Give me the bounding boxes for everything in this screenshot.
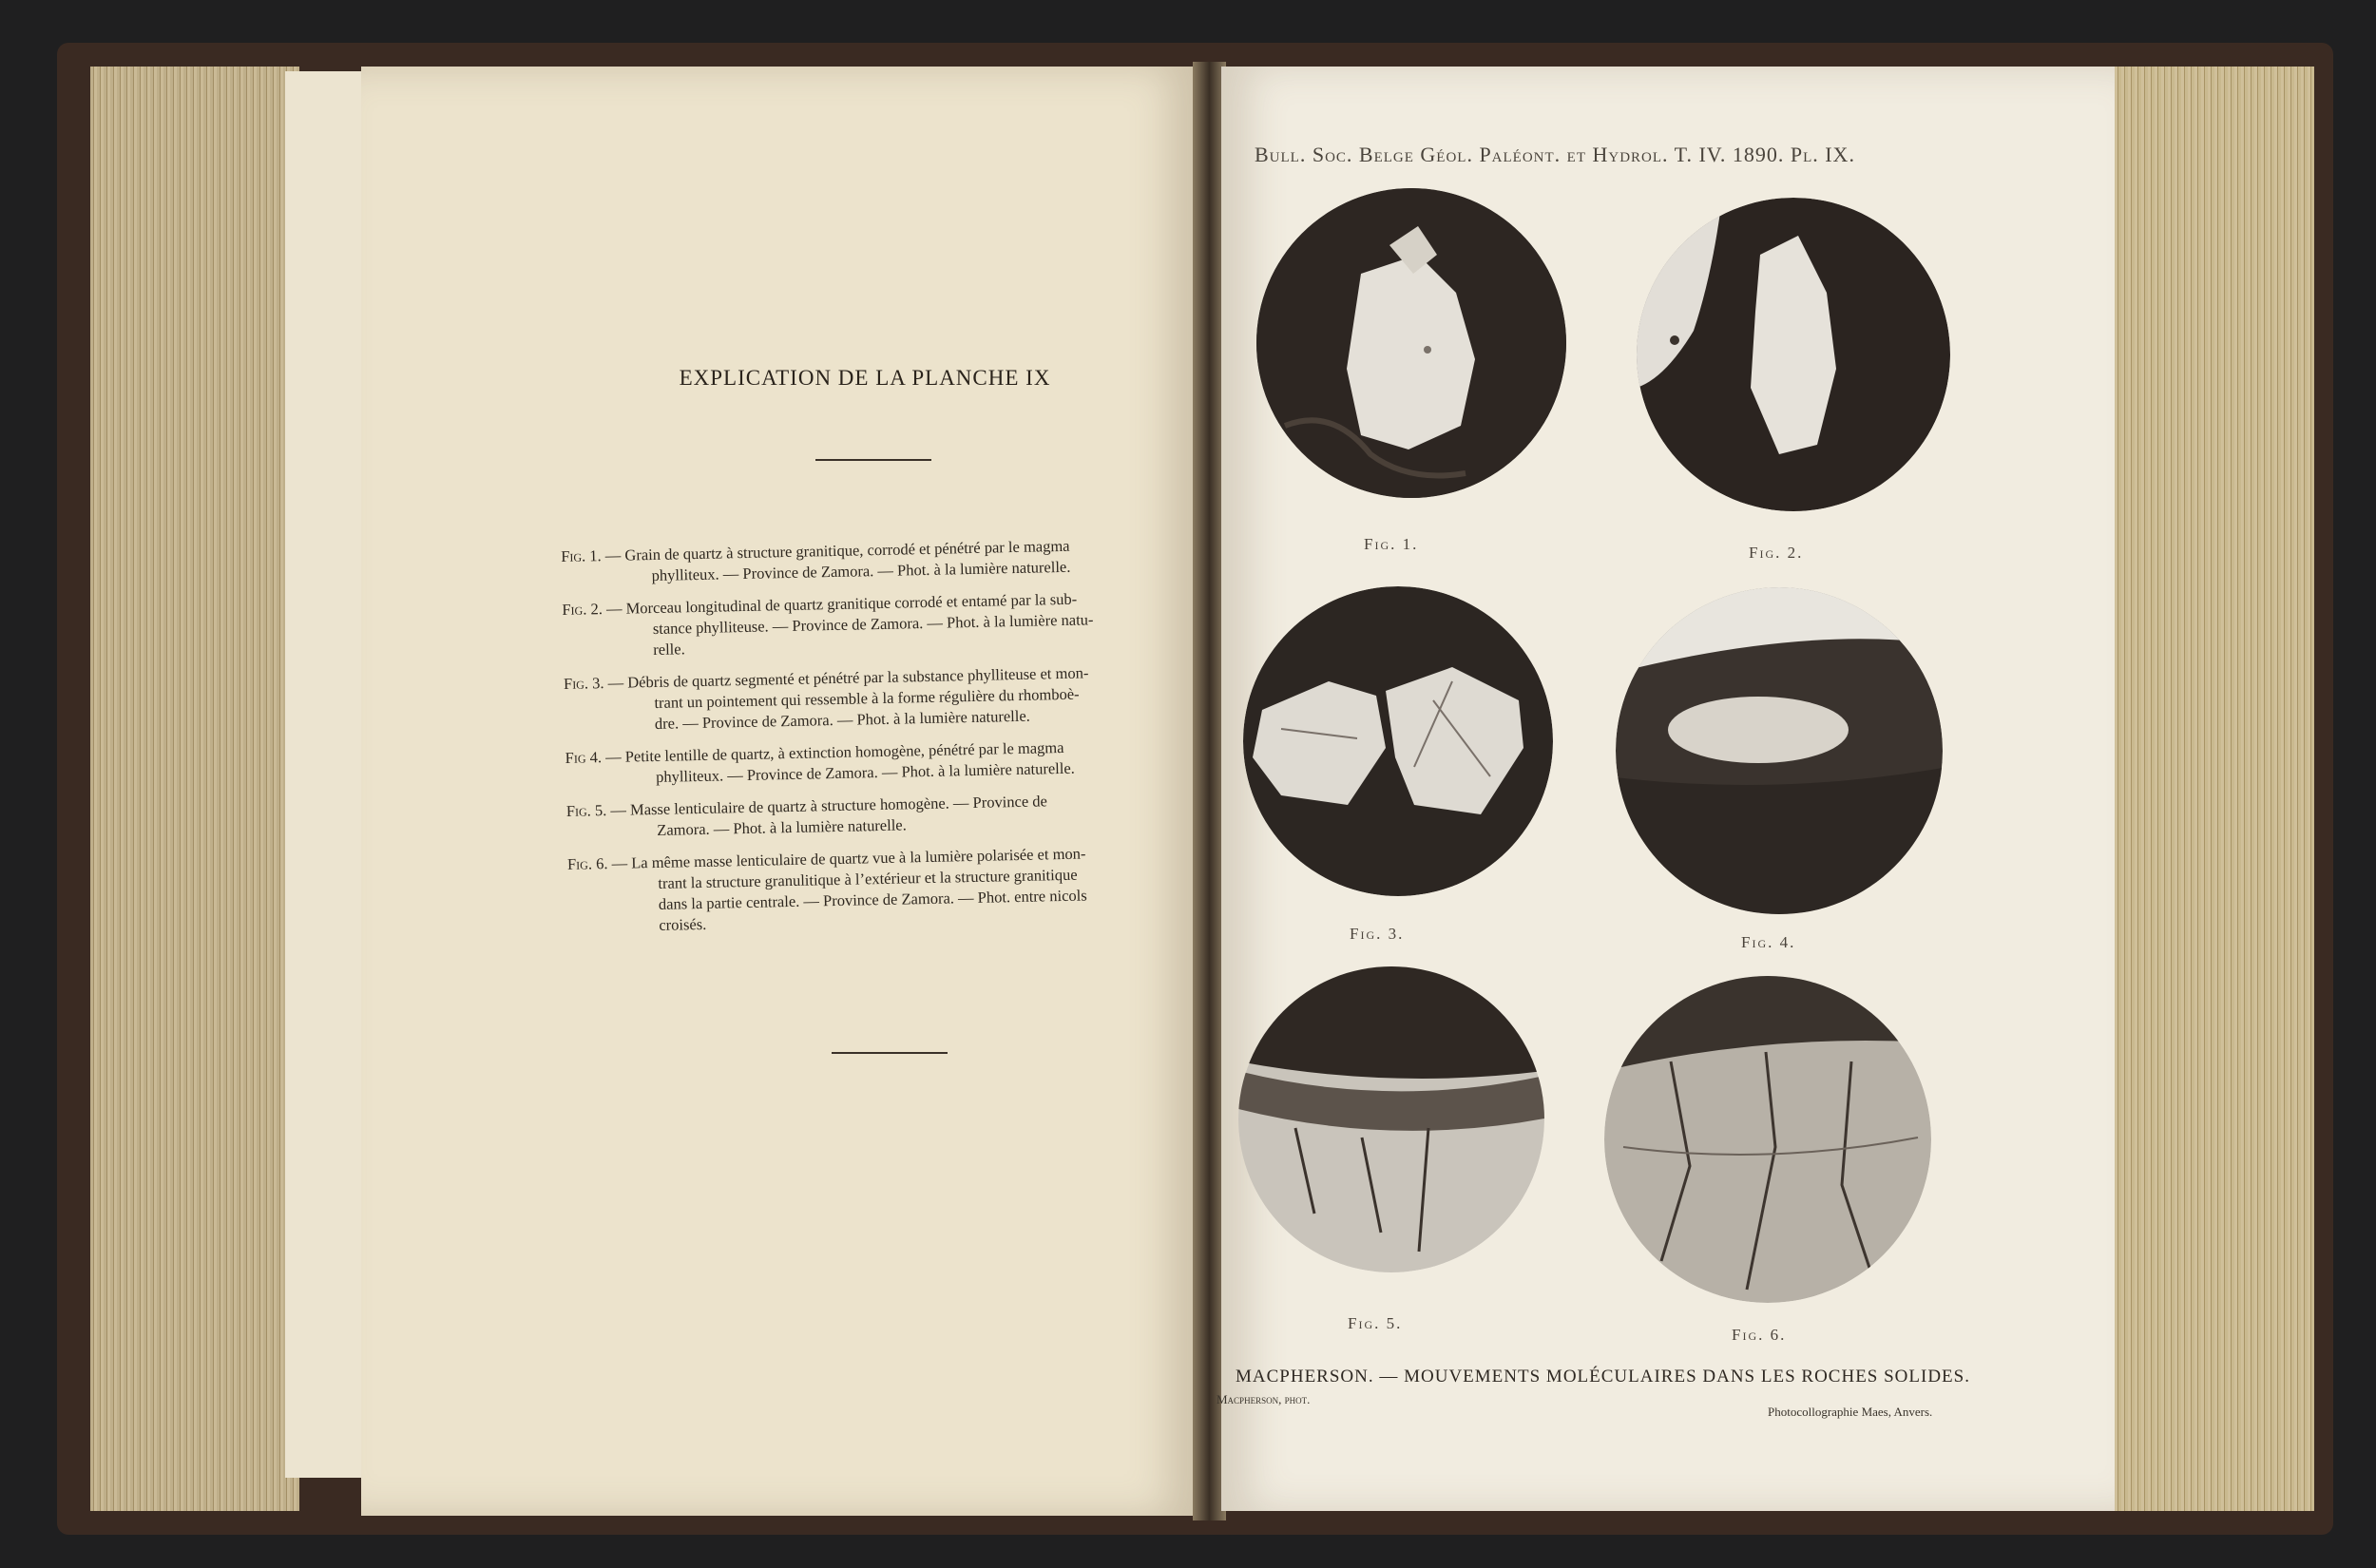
figure-label-6: Fig. 6. bbox=[1732, 1326, 1787, 1344]
micrograph-fig-4 bbox=[1616, 587, 1943, 914]
title-rule bbox=[815, 459, 931, 461]
plate-explanation-title: EXPLICATION DE LA PLANCHE IX bbox=[679, 366, 1051, 390]
figure-label-1: Fig. 1. bbox=[1364, 535, 1419, 553]
bottom-rule bbox=[832, 1052, 948, 1054]
caption-fig-label: Fig. 3. — bbox=[563, 673, 624, 693]
caption-line: Débris de quartz segmenté et pénétré par la substance phylliteuse et mon- bbox=[627, 663, 1089, 692]
micrograph-fig-3-image bbox=[1243, 586, 1553, 896]
caption-line: Petite lentille de quartz, à extinction homogène, pénétré par le magma bbox=[624, 737, 1064, 766]
micrograph-fig-4-image bbox=[1616, 587, 1943, 914]
caption-line: trant un pointement qui ressemble à la forme régulière du rhomboè- bbox=[654, 684, 1080, 712]
micrograph-fig-1-image bbox=[1256, 188, 1566, 498]
caption-line: relle. bbox=[653, 640, 685, 659]
figure-captions bbox=[561, 533, 1187, 949]
caption-line: dre. — Province de Zamora. — Phot. à la lumière naturelle. bbox=[654, 706, 1030, 733]
caption-line: croisés. bbox=[659, 914, 707, 934]
micrograph-fig-5 bbox=[1238, 966, 1544, 1272]
micrograph-fig-6-image bbox=[1604, 976, 1931, 1303]
caption-fig-label: Fig. 2. — bbox=[562, 599, 623, 619]
caption-line: stance phylliteuse. — Province de Zamora. — Phot. à la lumière natu- bbox=[652, 610, 1094, 638]
micrograph-fig-1 bbox=[1256, 188, 1566, 498]
caption-fig-label: Fig. 6. — bbox=[566, 853, 628, 873]
micrograph-fig-5-image bbox=[1238, 966, 1544, 1272]
caption-line: Masse lenticulaire de quartz à structure homogène. — Province de bbox=[629, 792, 1048, 819]
caption-line: phylliteux. — Province de Zamora. — Phot. à la lumière naturelle. bbox=[655, 758, 1075, 786]
caption-line: Zamora. — Phot. à la lumière naturelle. bbox=[657, 815, 907, 839]
micrograph-fig-2 bbox=[1637, 198, 1950, 511]
figure-label-2: Fig. 2. bbox=[1749, 544, 1804, 562]
caption-fig-3 bbox=[564, 660, 1182, 736]
caption-line: La même masse lenticulaire de quartz vue à la lumière polarisée et mon- bbox=[631, 844, 1086, 872]
caption-fig-label: Fig 4. — bbox=[565, 747, 622, 767]
page-edges-left bbox=[90, 67, 299, 1511]
caption-fig-5 bbox=[566, 788, 1185, 843]
caption-line: phylliteux. — Province de Zamora. — Phot. à la lumière naturelle. bbox=[651, 557, 1071, 585]
micrograph-fig-2-image bbox=[1637, 198, 1950, 511]
page-edges-right bbox=[2115, 67, 2314, 1511]
caption-fig-2 bbox=[562, 586, 1180, 662]
caption-fig-4 bbox=[565, 735, 1183, 790]
caption-line: Morceau longitudinal de quartz granitique corrodé et entamé par la sub- bbox=[625, 589, 1078, 618]
photographer-credit: Macpherson, phot. bbox=[1217, 1392, 1311, 1406]
figure-label-4: Fig. 4. bbox=[1741, 933, 1796, 951]
caption-fig-label: Fig. 1. — bbox=[561, 545, 622, 565]
micrograph-fig-3 bbox=[1243, 586, 1553, 896]
printer-credit: Photocollographie Maes, Anvers. bbox=[1768, 1405, 1933, 1419]
figure-label-5: Fig. 5. bbox=[1348, 1314, 1403, 1332]
caption-fig-label: Fig. 5. — bbox=[565, 800, 627, 820]
caption-line: trant la structure granulitique à l’extérieur et la structure granitique bbox=[658, 865, 1078, 892]
plate-footer: MACPHERSON. — MOUVEMENTS MOLÉCULAIRES DANS LES ROCHES SOLIDES. bbox=[1236, 1367, 1970, 1386]
caption-fig-6 bbox=[567, 841, 1187, 938]
plate-header: Bull. Soc. Belge Géol. Paléont. et Hydrol. T. IV. 1890. Pl. IX. bbox=[1255, 143, 1855, 166]
caption-line: dans la partie centrale. — Province de Zamora. — Phot. entre nicols bbox=[658, 886, 1087, 913]
figure-label-3: Fig. 3. bbox=[1350, 925, 1405, 943]
micrograph-fig-6 bbox=[1604, 976, 1931, 1303]
caption-line: Grain de quartz à structure granitique, corrodé et pénétré par le magma bbox=[624, 536, 1070, 564]
